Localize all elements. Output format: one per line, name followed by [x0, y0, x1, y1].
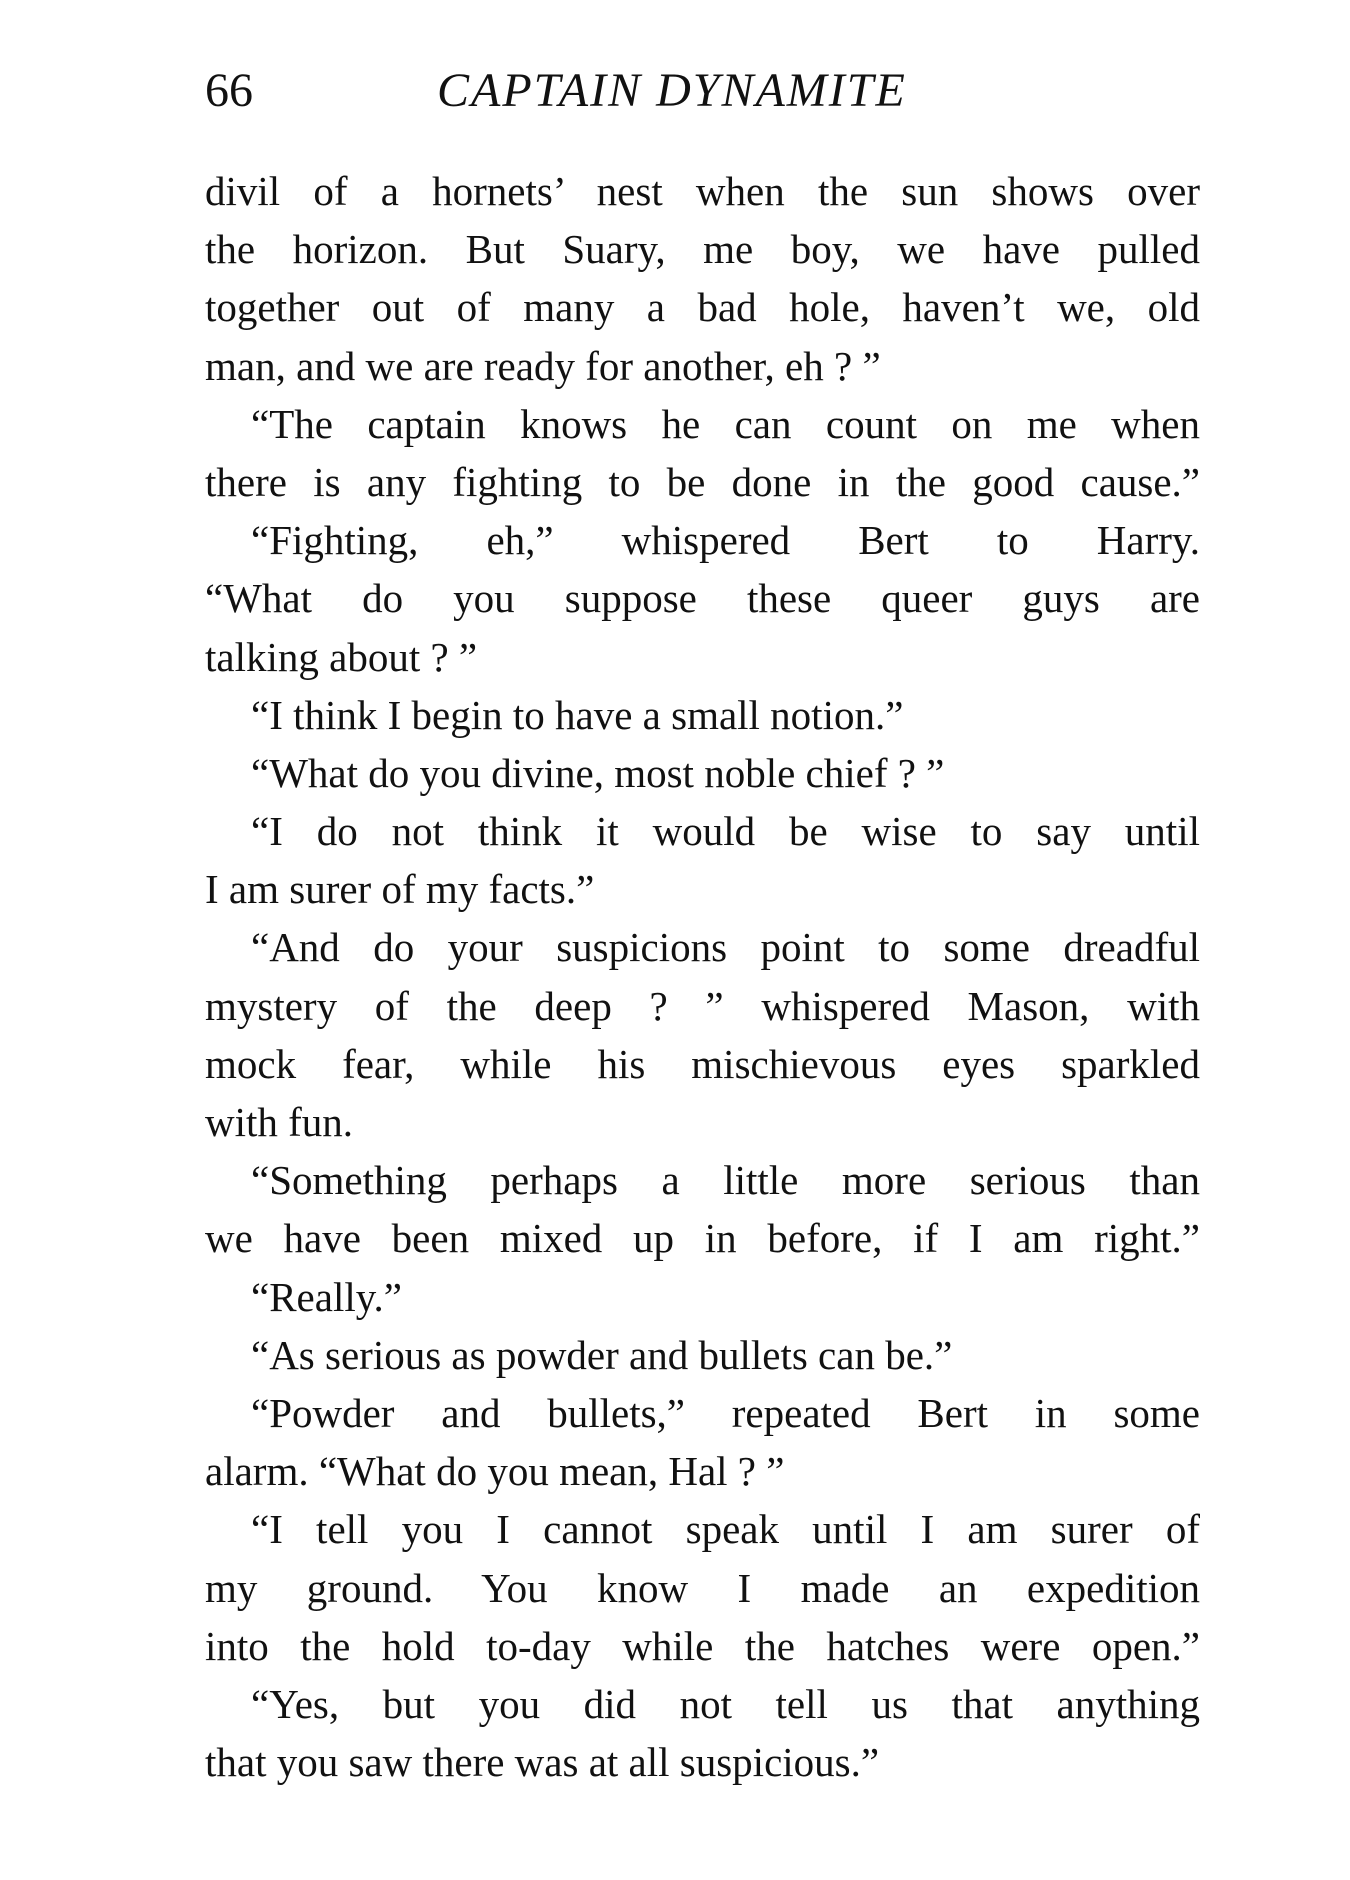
text-line: my ground. You know I made an expedition — [205, 1564, 1200, 1611]
page-header — [205, 56, 1200, 126]
text-line: “What do you suppose these queer guys are — [205, 575, 1200, 622]
text-line: “The captain knows he can count on me when — [251, 400, 1200, 447]
text-line: there is any fighting to be done in the good cause.” — [205, 458, 1200, 505]
text-line: divil of a hornets’ nest when the sun shows over — [205, 168, 1200, 214]
text-line: “Something perhaps a little more serious than — [251, 1157, 1200, 1204]
text-line: “Powder and bullets,” repeated Bert in some — [251, 1389, 1200, 1436]
text-line: “As serious as powder and bullets can be.” — [251, 1331, 953, 1378]
text-line: “Really.” — [251, 1273, 403, 1320]
text-line: into the hold to-day while the hatches were open.” — [205, 1622, 1200, 1669]
text-line: “Yes, but you did not tell us that anything — [251, 1680, 1200, 1727]
text-line: “What do you divine, most noble chief ? ” — [251, 749, 945, 796]
text-line: “I tell you I cannot speak until I am surer of — [251, 1506, 1200, 1553]
text-line: “I think I begin to have a small notion.” — [251, 691, 904, 738]
text-line: with fun. — [205, 1099, 354, 1145]
text-line: man, and we are ready for another, eh ? ” — [205, 342, 881, 389]
text-line: the horizon. But Suary, me boy, we have pulled — [205, 226, 1200, 273]
text-line: we have been mixed up in before, if I am right.” — [205, 1215, 1200, 1262]
text-line: together out of many a bad hole, haven’t we, old — [205, 284, 1200, 331]
running-title: CAPTAIN DYNAMITE — [437, 64, 907, 117]
text-line: mystery of the deep ? ” whispered Mason, with — [205, 982, 1200, 1029]
text-line: that you saw there was at all suspicious.” — [205, 1739, 880, 1786]
text-line: “I do not think it would be wise to say until — [251, 808, 1200, 855]
page-number: 66 — [205, 64, 253, 117]
text-line: I am surer of my facts.” — [205, 866, 595, 913]
text-line: “Fighting, eh,” whispered Bert to Harry. — [251, 517, 1200, 564]
text-line: alarm. “What do you mean, Hal ? ” — [205, 1448, 785, 1495]
text-line: talking about ? ” — [205, 633, 478, 680]
body-text — [205, 162, 1200, 1791]
text-line: “And do your suspicions point to some dreadful — [251, 924, 1200, 971]
text-line: mock fear, while his mischievous eyes sparkled — [205, 1040, 1200, 1087]
